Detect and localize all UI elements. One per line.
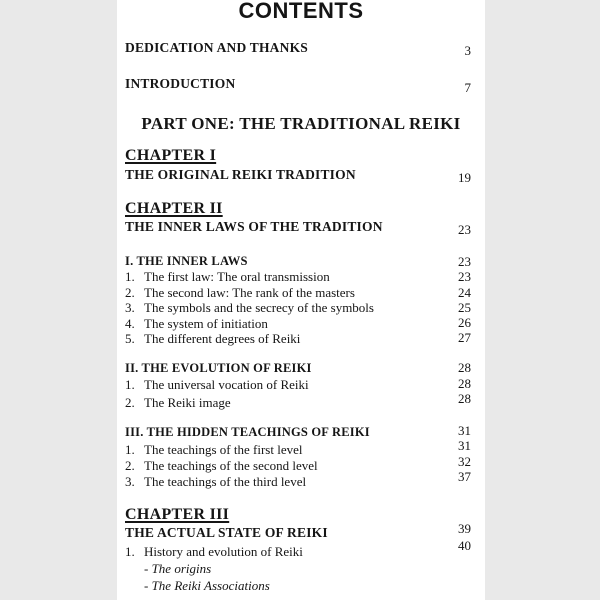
toc-subitem: - The origins — [144, 561, 212, 576]
section-heading: II. THE EVOLUTION OF REIKI — [125, 361, 312, 375]
contents-title: CONTENTS — [238, 0, 364, 23]
toc-item-num: 2. — [125, 395, 135, 410]
page-number: 31 — [458, 423, 471, 438]
toc-item-label: The teachings of the third level — [144, 474, 307, 489]
page-number: 23 — [458, 222, 471, 237]
toc-entry-dedication: DEDICATION AND THANKS — [125, 40, 308, 55]
toc-item-num: 1. — [125, 377, 135, 392]
toc-item-num: 1. — [125, 442, 135, 457]
page-number: 3 — [464, 43, 471, 58]
chapter-2-heading: CHAPTER II — [125, 200, 223, 217]
page-number: 23 — [458, 269, 471, 284]
page-number: 40 — [458, 538, 471, 553]
toc-item-label: The Reiki image — [144, 395, 231, 410]
page-number: 32 — [458, 454, 471, 469]
page-number: 28 — [458, 391, 471, 406]
page-number: 39 — [458, 521, 471, 536]
page-number: 27 — [458, 330, 471, 345]
toc-item-num: 5. — [125, 331, 135, 346]
toc-subitem: - The Reiki Associations — [144, 578, 270, 593]
toc-item-label: The different degrees of Reiki — [144, 331, 301, 346]
toc-item-num: 4. — [125, 316, 135, 331]
toc-item-label: The first law: The oral transmission — [144, 269, 330, 284]
book-page — [117, 0, 485, 600]
toc-item-label: The symbols and the secrecy of the symbols — [144, 300, 374, 315]
toc-item-num: 3. — [125, 300, 135, 315]
toc-item-label: The teachings of the second level — [144, 458, 318, 473]
section-heading: I. THE INNER LAWS — [125, 254, 248, 268]
chapter-1-title: THE ORIGINAL REIKI TRADITION — [125, 167, 356, 182]
page-number: 7 — [464, 80, 471, 95]
toc-entry-introduction: INTRODUCTION — [125, 76, 236, 91]
page-number: 19 — [458, 170, 471, 185]
page-number: 28 — [458, 360, 471, 375]
page-number: 23 — [458, 254, 471, 269]
chapter-3-title: THE ACTUAL STATE OF REIKI — [125, 525, 328, 540]
page-number: 37 — [458, 469, 471, 484]
page-number: 24 — [458, 285, 471, 300]
toc-item-label: The universal vocation of Reiki — [144, 377, 309, 392]
part-one-heading: PART ONE: THE TRADITIONAL REIKI — [141, 114, 461, 133]
page-number: 26 — [458, 315, 471, 330]
page-number: 28 — [458, 376, 471, 391]
toc-item-label: The second law: The rank of the masters — [144, 285, 355, 300]
toc-item-num: 1. — [125, 269, 135, 284]
section-heading: III. THE HIDDEN TEACHINGS OF REIKI — [125, 425, 370, 439]
chapter-2-title: THE INNER LAWS OF THE TRADITION — [125, 219, 383, 234]
toc-item-label: The system of initiation — [144, 316, 268, 331]
toc-item-num: 3. — [125, 474, 135, 489]
page-number: 31 — [458, 438, 471, 453]
toc-item-label: History and evolution of Reiki — [144, 544, 303, 559]
chapter-1-heading: CHAPTER I — [125, 147, 217, 164]
toc-item-num: 2. — [125, 285, 135, 300]
toc-item-num: 2. — [125, 458, 135, 473]
toc-item-label: The teachings of the first level — [144, 442, 303, 457]
chapter-3-heading: CHAPTER III — [125, 506, 230, 523]
toc-item-num: 1. — [125, 544, 135, 559]
page-number: 25 — [458, 300, 471, 315]
